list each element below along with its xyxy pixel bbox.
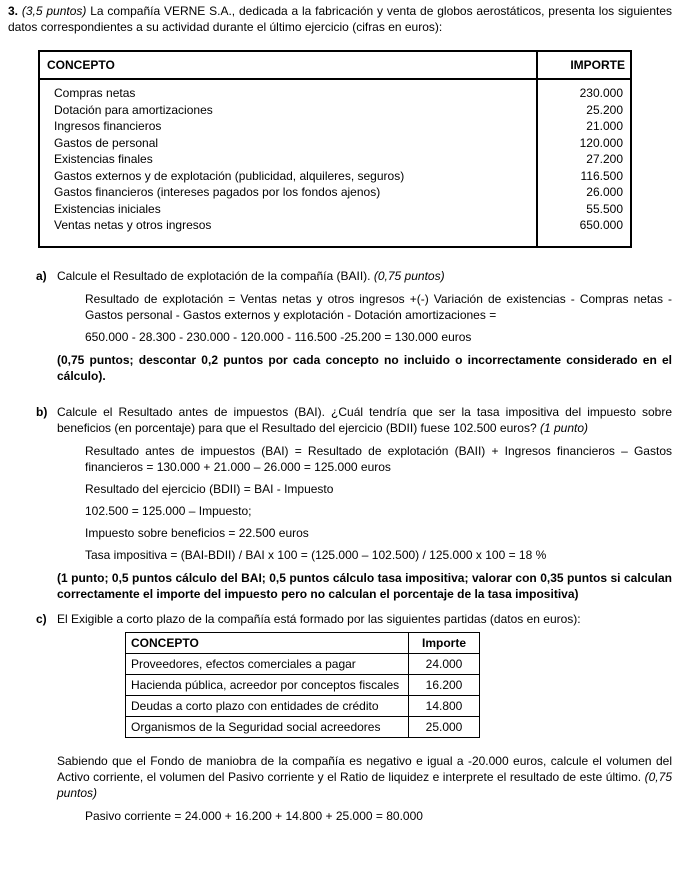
question-item-c bbox=[36, 611, 672, 824]
table-row bbox=[39, 184, 631, 201]
financial-data-table bbox=[38, 50, 632, 248]
question-item-b bbox=[36, 404, 672, 602]
importe-column-header: IMPORTE bbox=[537, 51, 631, 79]
item-b-grading-rubric: (1 punto; 0,5 puntos cálculo del BAI; 0,5 puntos cálculo tasa impositiva; valorar con 0,35 puntos si calculan correctamente el importe del impuesto pero no calculan el porcentaje de la tasa impositiva) bbox=[57, 570, 672, 601]
concept-cell: Ventas netas y otros ingresos bbox=[39, 217, 537, 247]
item-a-question-text: Calcule el Resultado de explotación de la compañía (BAII). bbox=[57, 268, 371, 283]
concepto-column-header: CONCEPTO bbox=[126, 632, 409, 653]
table-row bbox=[126, 695, 480, 716]
exercise-number: 3. bbox=[8, 4, 19, 18]
concept-cell: Hacienda pública, acreedor por conceptos fiscales bbox=[126, 674, 409, 695]
item-c-question: El Exigible a corto plazo de la compañía está formado por las siguientes partidas (datos en euros): bbox=[57, 611, 581, 626]
item-c-label: c) bbox=[36, 611, 47, 626]
amount-cell: 650.000 bbox=[579, 218, 623, 232]
table-row bbox=[39, 201, 631, 218]
item-a-points: (0,75 puntos) bbox=[373, 268, 445, 283]
table-row bbox=[39, 118, 631, 135]
item-c-points: (0,75 puntos) bbox=[57, 769, 672, 800]
concept-cell: Compras netas bbox=[39, 79, 537, 102]
table-row bbox=[39, 135, 631, 152]
importe-column-header: Importe bbox=[409, 632, 480, 653]
concept-cell: Existencias iniciales bbox=[39, 201, 537, 218]
table-header-row bbox=[39, 51, 631, 79]
concept-cell: Existencias finales bbox=[39, 151, 537, 168]
table-row bbox=[126, 653, 480, 674]
item-b-question bbox=[57, 404, 672, 436]
table-row bbox=[39, 217, 631, 247]
concept-cell: Ingresos financieros bbox=[39, 118, 537, 135]
table-header-row bbox=[126, 632, 480, 653]
amount-cell: 230.000 bbox=[579, 86, 623, 100]
amount-cell: 25.200 bbox=[586, 102, 623, 117]
amount-cell: 27.200 bbox=[586, 152, 623, 166]
item-b-solution-bdii: Resultado del ejercicio (BDII) = BAI - Impuesto bbox=[85, 481, 334, 496]
amount-cell: 24.000 bbox=[409, 653, 480, 674]
concept-cell: Dotación para amortizaciones bbox=[39, 102, 537, 119]
item-c-statement bbox=[57, 753, 672, 801]
concept-cell: Gastos financieros (intereses pagados por los fondos ajenos) bbox=[39, 184, 537, 201]
concept-cell: Organismos de la Seguridad social acreedores bbox=[126, 716, 409, 737]
short-term-liabilities-table bbox=[125, 632, 480, 738]
item-b-label: b) bbox=[36, 404, 48, 419]
document-page bbox=[8, 3, 672, 824]
item-b-points: (1 punto) bbox=[539, 420, 588, 435]
table-row bbox=[39, 168, 631, 185]
item-a-label: a) bbox=[36, 268, 47, 283]
table-row bbox=[126, 716, 480, 737]
amount-cell: 21.000 bbox=[586, 119, 623, 133]
table-row bbox=[39, 102, 631, 119]
concept-cell: Proveedores, efectos comerciales a pagar bbox=[126, 653, 409, 674]
question-item-a bbox=[36, 268, 672, 384]
item-b-solution-rate: Tasa impositiva = (BAI-BDII) / BAI x 100 = (125.000 – 102.500) / 125.000 x 100 = 18 % bbox=[85, 547, 547, 562]
item-c-statement-text: Sabiendo que el Fondo de maniobra de la compañía es negativo e igual a -20.000 euros, calcule el volumen del Activo corriente, el volumen del Pasivo corriente y el Ratio de liquidez e interprete el resultado de este último. bbox=[57, 753, 672, 784]
item-c-solution: Pasivo corriente = 24.000 + 16.200 + 14.800 + 25.000 = 80.000 bbox=[85, 808, 423, 823]
item-a-solution-formula: Resultado de explotación = Ventas netas y otros ingresos +(-) Variación de existencias - Compras netas - Gastos personal - Gastos externos y explotación - Dotación amortizaciones = bbox=[85, 291, 672, 322]
amount-cell: 55.500 bbox=[586, 201, 623, 216]
concept-cell: Gastos externos y de explotación (publicidad, alquileres, seguros) bbox=[39, 168, 537, 185]
item-b-question-text: Calcule el Resultado antes de impuestos (BAI). ¿Cuál tendría que ser la tasa impositiva del impuesto sobre beneficios (en porcentaje) para que el Resultado del ejercicio (BDII) fuese 102.500 euros? bbox=[57, 404, 672, 435]
amount-cell: 120.000 bbox=[579, 135, 623, 150]
item-b-solution-equation: 102.500 = 125.000 – Impuesto; bbox=[85, 503, 252, 518]
table-row bbox=[39, 151, 631, 168]
item-a-grading-rubric: (0,75 puntos; descontar 0,2 puntos por cada concepto no incluido o incorrectamente considerado en el cálculo). bbox=[57, 352, 672, 383]
concept-cell: Deudas a corto plazo con entidades de crédito bbox=[126, 695, 409, 716]
table-row bbox=[39, 79, 631, 102]
exercise-intro-text: La compañía VERNE S.A., dedicada a la fabricación y venta de globos aerostáticos, presenta los siguientes datos correspondientes a su actividad durante el último ejercicio (cifras en euros): bbox=[8, 4, 673, 34]
amount-cell: 116.500 bbox=[580, 168, 623, 183]
concept-cell: Gastos de personal bbox=[39, 135, 537, 152]
item-b-solution-bai: Resultado antes de impuestos (BAI) = Resultado de explotación (BAII) + Ingresos financieros – Gastos financieros = 130.000 + 21.000 – 26.000 = 125.000 euros bbox=[85, 443, 672, 474]
item-a-question bbox=[57, 268, 672, 284]
amount-cell: 26.000 bbox=[586, 185, 623, 199]
amount-cell: 25.000 bbox=[409, 716, 480, 737]
table-row bbox=[126, 674, 480, 695]
item-a-solution-result: 650.000 - 28.300 - 230.000 - 120.000 - 116.500 -25.200 = 130.000 euros bbox=[85, 329, 472, 344]
amount-cell: 16.200 bbox=[409, 674, 480, 695]
exercise-points: (3,5 puntos) bbox=[21, 4, 87, 18]
exercise-intro bbox=[8, 3, 672, 35]
item-b-solution-tax: Impuesto sobre beneficios = 22.500 euros bbox=[85, 525, 309, 540]
concepto-column-header: CONCEPTO bbox=[39, 51, 537, 79]
amount-cell: 14.800 bbox=[409, 695, 480, 716]
